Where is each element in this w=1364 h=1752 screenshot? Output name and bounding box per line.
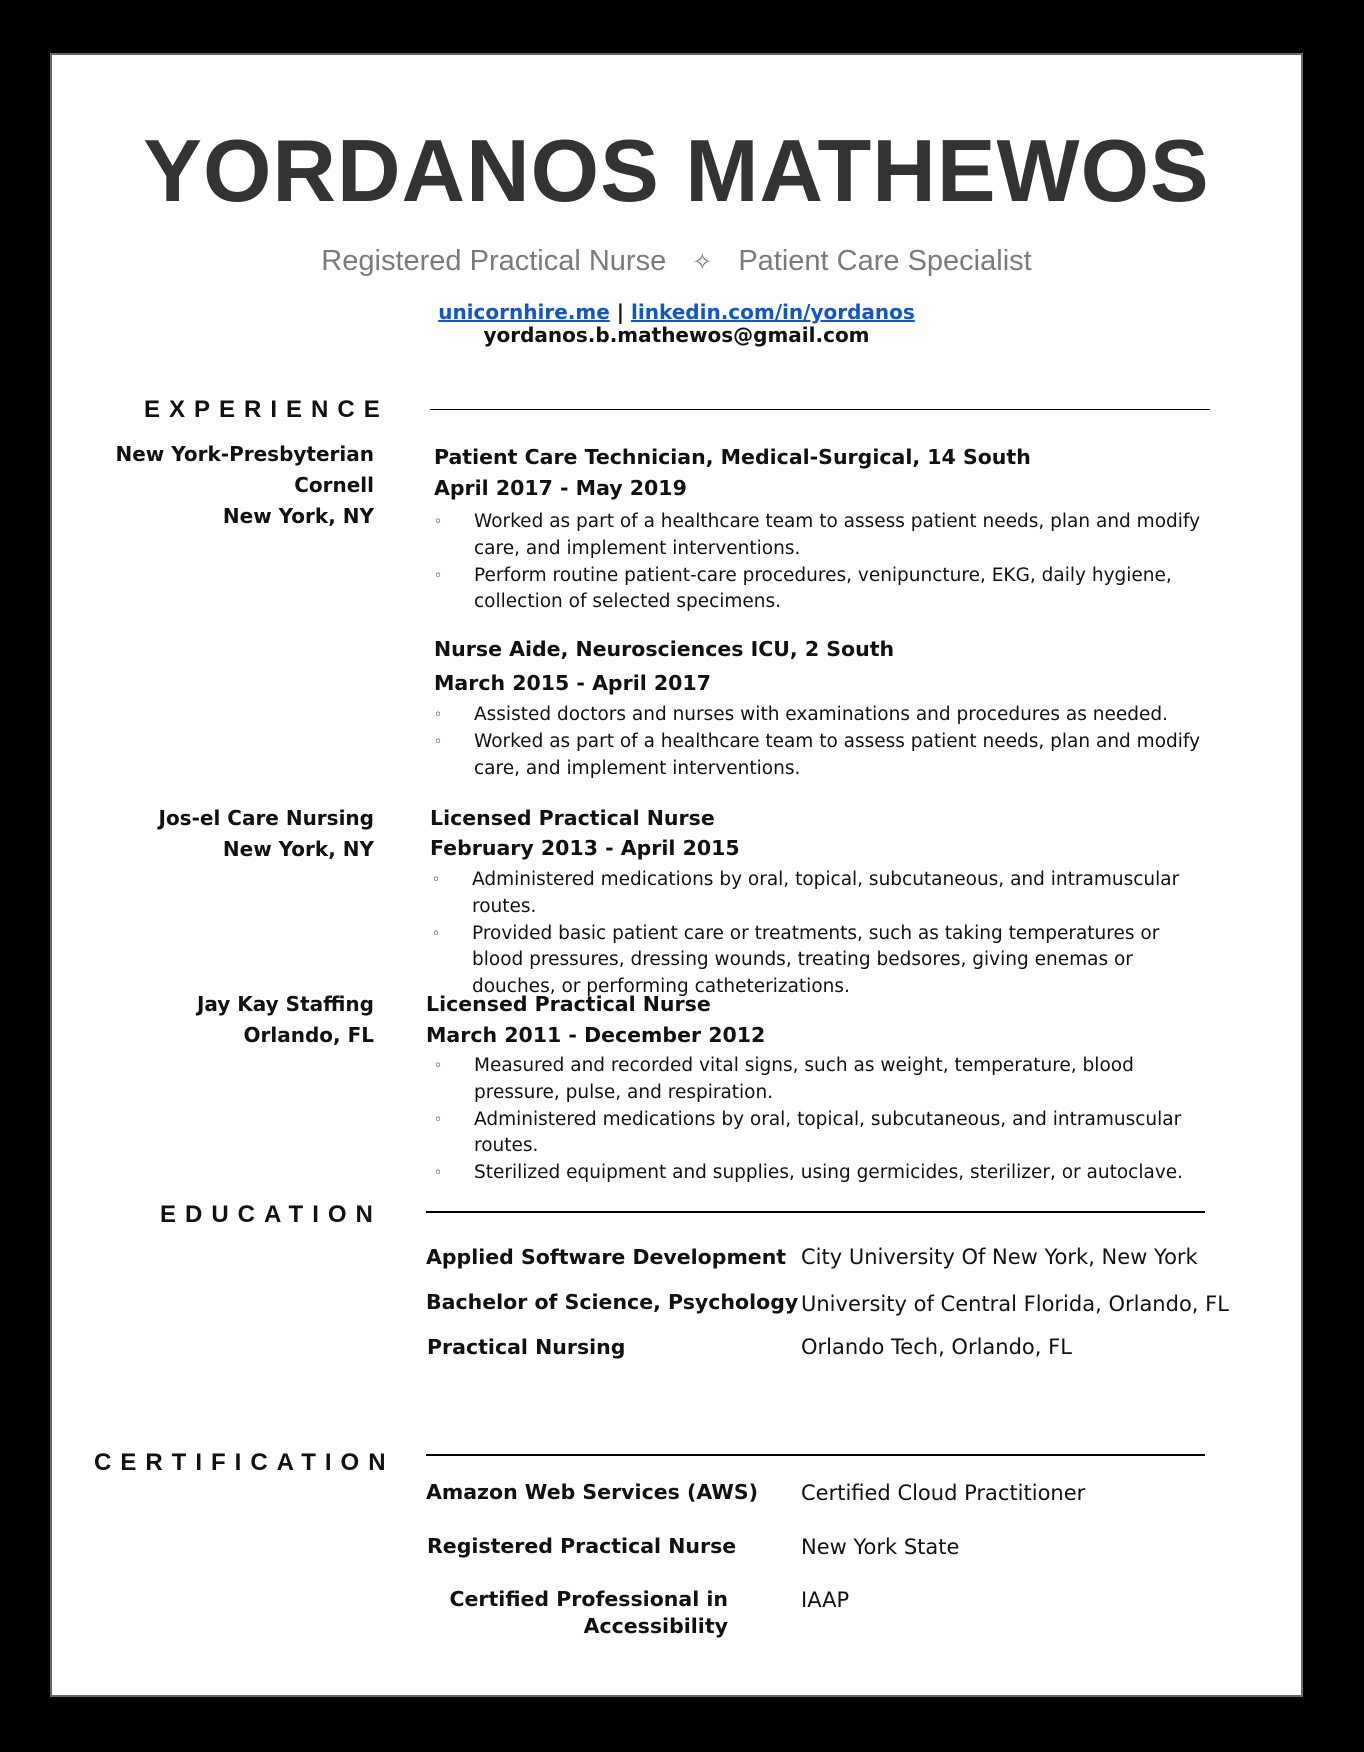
- employer-name: Jay Kay Staffing: [196, 992, 374, 1016]
- bullet-icon: ◦: [434, 1165, 443, 1182]
- list-item: [432, 921, 1202, 1001]
- title-secondary: Patient Care Specialist: [738, 245, 1032, 277]
- duty-text: Worked as part of a healthcare team to assess patient needs, plan and modify care, and implement interventions.: [474, 730, 1201, 779]
- experience-heading: EXPERIENCE: [144, 396, 389, 423]
- list-item: [434, 729, 1204, 783]
- degree-name: Applied Software Development: [426, 1245, 787, 1269]
- candidate-name: YORDANOS MATHEWOS: [143, 121, 1210, 220]
- education-heading: EDUCATION: [160, 1201, 382, 1228]
- job-dates: March 2015 - April 2017: [434, 671, 711, 695]
- list-item: [434, 1160, 1204, 1187]
- link-separator: |: [616, 300, 625, 324]
- duty-text: Sterilized equipment and supplies, using germicides, sterilizer, or autoclave.: [474, 1162, 1184, 1184]
- professional-titles: [52, 247, 1301, 276]
- duty-text: Administered medications by oral, topical, subcutaneous, and intramuscular routes.: [474, 1108, 1182, 1157]
- certification-detail: New York State: [801, 1535, 960, 1559]
- experience-divider: [430, 409, 1210, 410]
- certification-name: Amazon Web Services (AWS): [426, 1480, 759, 1504]
- job-title: Patient Care Technician, Medical-Surgical, 14 South: [434, 445, 1031, 469]
- list-item: [432, 867, 1202, 921]
- school-name: City University Of New York, New York: [801, 1245, 1198, 1269]
- list-item: [434, 1107, 1204, 1161]
- bullet-icon: ◦: [434, 567, 443, 584]
- certification-detail: Certified Cloud Practitioner: [801, 1481, 1086, 1505]
- employer-name: New York-Presbyterian: [115, 442, 374, 466]
- degree-name: Bachelor of Science, Psychology: [426, 1290, 799, 1314]
- bullet-icon: ◦: [432, 925, 441, 942]
- duty-text: Administered medications by oral, topical, subcutaneous, and intramuscular routes.: [472, 869, 1180, 917]
- job-title: Licensed Practical Nurse: [430, 806, 715, 830]
- job-title: Nurse Aide, Neurosciences ICU, 2 South: [434, 637, 895, 661]
- education-divider: [426, 1211, 1205, 1213]
- certification-name-line: Accessibility: [583, 1614, 728, 1638]
- bullet-icon: ◦: [434, 1058, 443, 1074]
- job-duties: [434, 702, 1204, 782]
- certification-name-line: Certified Professional in: [449, 1587, 728, 1611]
- job-dates: April 2017 - May 2019: [434, 476, 687, 500]
- contact-links: [52, 301, 1301, 324]
- contact-block: [52, 301, 1301, 347]
- school-name: Orlando Tech, Orlando, FL: [801, 1335, 1072, 1359]
- certification-detail: IAAP: [801, 1588, 850, 1612]
- list-item: [434, 509, 1204, 563]
- portfolio-link[interactable]: unicornhire.me: [438, 300, 610, 324]
- job-dates: March 2011 - December 2012: [426, 1023, 766, 1047]
- bullet-icon: ◦: [434, 1111, 443, 1128]
- linkedin-link[interactable]: linkedin.com/in/yordanos: [631, 300, 915, 324]
- bullet-icon: ◦: [432, 872, 441, 888]
- employer-name: Jos-el Care Nursing: [158, 806, 374, 830]
- email-address: yordanos.b.mathewos@gmail.com: [483, 323, 870, 347]
- list-item: [434, 1053, 1204, 1107]
- job-duties: [434, 509, 1204, 616]
- employer-jos-el-care: [74, 803, 374, 865]
- bullet-icon: ◦: [434, 733, 443, 750]
- duty-text: Measured and recorded vital signs, such as weight, temperature, blood pressure, pulse, and respiration.: [474, 1055, 1134, 1103]
- resume-page: [50, 53, 1303, 1697]
- certification-name: Registered Practical Nurse: [427, 1534, 737, 1558]
- duty-text: Perform routine patient-care procedures, venipuncture, EKG, daily hygiene, collection of selected specimens.: [474, 564, 1172, 613]
- list-item: [434, 702, 1204, 729]
- job-title: Licensed Practical Nurse: [426, 992, 711, 1016]
- school-name: University of Central Florida, Orlando, FL: [801, 1292, 1229, 1316]
- certification-heading: CERTIFICATION: [94, 1449, 395, 1476]
- title-primary: Registered Practical Nurse: [321, 245, 667, 277]
- employer-location: New York, NY: [222, 837, 374, 861]
- duty-text: Provided basic patient care or treatments, such as taking temperatures or blood pressures, dressing wounds, treating bedsores, giving enemas or douches, or performing catheterizations.: [472, 922, 1160, 998]
- employer-location: Orlando, FL: [243, 1023, 374, 1047]
- duty-text: Assisted doctors and nurses with examinations and procedures as needed.: [474, 704, 1168, 725]
- employer-new-york-presbyterian: [74, 439, 374, 532]
- list-item: [434, 563, 1204, 617]
- certification-divider: [426, 1454, 1205, 1456]
- employer-jay-kay-staffing: [74, 989, 374, 1051]
- bullet-icon: ◦: [434, 707, 443, 723]
- job-duties: [432, 867, 1202, 1001]
- degree-name: Practical Nursing: [427, 1335, 626, 1359]
- employer-name-cont: Cornell: [294, 473, 374, 497]
- employer-location: New York, NY: [222, 504, 374, 528]
- job-dates: February 2013 - April 2015: [430, 836, 740, 860]
- certification-name: [426, 1586, 728, 1640]
- duty-text: Worked as part of a healthcare team to assess patient needs, plan and modify care, and implement interventions.: [474, 511, 1201, 559]
- bullet-icon: ◦: [434, 514, 443, 530]
- sparkle-icon: ✧: [692, 249, 713, 276]
- job-duties: [434, 1053, 1204, 1187]
